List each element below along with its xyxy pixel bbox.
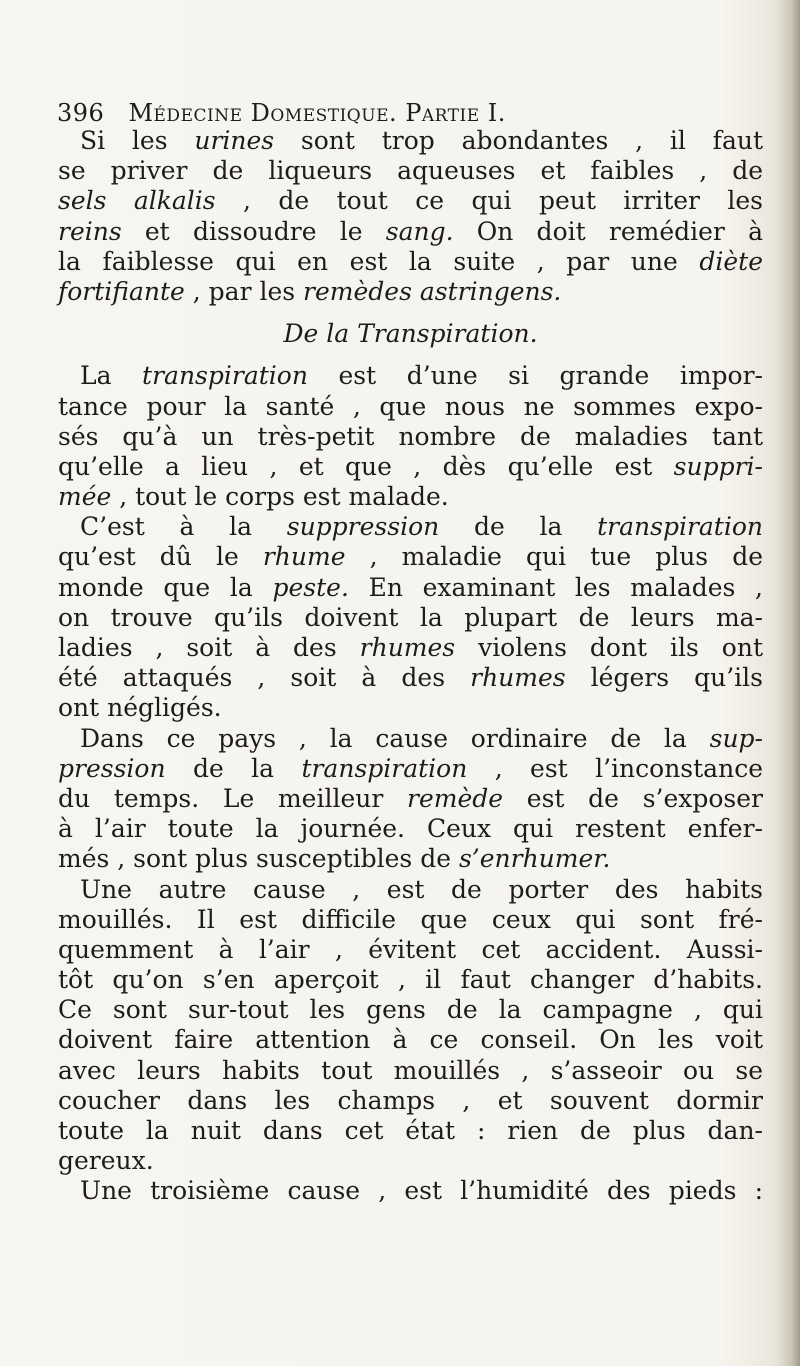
italic-term: sang.	[385, 216, 454, 246]
italic-term: rhume	[262, 542, 346, 572]
section-heading	[58, 319, 763, 349]
text-line	[58, 844, 763, 874]
text-run: qu’est dû le	[58, 542, 263, 572]
italic-term: diète	[699, 246, 763, 276]
text-run: du temps. Le meilleur	[58, 783, 408, 813]
italic-term: suppri-	[673, 451, 763, 481]
text-run: Une troisième cause , est l’humidité des pieds :	[80, 1176, 763, 1206]
text-line	[58, 995, 763, 1025]
text-line	[58, 1116, 763, 1146]
text-run: doivent faire attention à ce conseil. On les voit	[58, 1025, 763, 1055]
text-line	[58, 1146, 763, 1176]
italic-term: sup-	[709, 723, 763, 753]
text-run: été attaqués , soit à des	[58, 663, 471, 693]
italic-term: suppression	[286, 512, 440, 542]
text-run: on trouve qu’ils doivent la plupart de leurs ma-	[58, 602, 763, 632]
italic-term: remède	[407, 783, 504, 813]
text-line	[58, 693, 763, 723]
text-run: de la	[439, 512, 598, 542]
italic-term: rhumes	[470, 663, 566, 693]
text-run: violens dont ils ont	[455, 633, 763, 662]
italic-term: reins	[58, 216, 122, 246]
italic-term: transpiration	[142, 361, 308, 391]
text-run: C’est à la	[80, 512, 287, 542]
text-run: , par les	[184, 276, 304, 306]
italic-term: s’enrhumer.	[458, 844, 611, 874]
text-line	[58, 633, 763, 663]
text-line	[58, 422, 763, 452]
text-run: ont négligés.	[58, 693, 222, 723]
body-text	[58, 126, 763, 1207]
text-line	[58, 247, 763, 277]
text-run: ladies , soit à des	[58, 633, 360, 662]
text-line	[58, 361, 763, 391]
text-line	[58, 186, 763, 216]
text-run: On doit remédier à	[453, 216, 763, 246]
text-line	[58, 784, 763, 814]
text-line	[58, 512, 763, 542]
text-line	[58, 905, 763, 935]
text-line	[58, 156, 763, 186]
text-line	[58, 392, 763, 422]
page-edge-shadow	[778, 0, 800, 1366]
text-line	[58, 277, 763, 307]
text-run: à l’air toute la journée. Ceux qui restent enfer-	[58, 814, 763, 844]
text-line	[58, 1025, 763, 1055]
text-line	[58, 482, 763, 512]
italic-term: fortifiante	[58, 276, 185, 306]
running-header	[57, 99, 757, 127]
text-run: toute la nuit dans cet état : rien de plus dan-	[58, 1116, 763, 1145]
italic-term: rhumes	[359, 633, 456, 662]
text-run: est de s’exposer	[503, 783, 763, 813]
text-run: La	[80, 361, 143, 391]
text-run: , de tout ce qui peut irriter les	[215, 186, 764, 216]
text-run: la faiblesse qui en est la suite , par une	[58, 246, 700, 276]
text-line	[58, 754, 763, 784]
text-line	[58, 126, 763, 156]
text-line	[58, 573, 763, 603]
text-run: mouillés. Il est difficile que ceux qui sont fré-	[58, 904, 763, 934]
italic-term: remèdes astringens.	[303, 276, 562, 306]
text-run: qu’elle a lieu , et que , dès qu’elle est	[58, 451, 674, 481]
text-run: Ce sont sur-tout les gens de la campagne , qui	[58, 995, 763, 1025]
text-line	[58, 1086, 763, 1116]
text-run: quemment à l’air , évitent cet accident. Aussi-	[58, 934, 763, 964]
italic-term: peste.	[272, 572, 349, 602]
italic-term: transpiration	[597, 512, 763, 542]
text-line	[58, 814, 763, 844]
running-title: Médecine Domestique. Partie I.	[128, 99, 506, 127]
text-run: coucher dans les champs , et souvent dormir	[58, 1085, 763, 1115]
text-run: sont trop abondantes , il faut	[274, 126, 763, 155]
text-run: més , sont plus susceptibles de	[58, 844, 459, 874]
text-run: Si les	[80, 126, 195, 155]
text-line	[58, 217, 763, 247]
paragraph-gap	[58, 307, 763, 319]
text-line	[58, 452, 763, 482]
text-run: et dissoudre le	[121, 216, 386, 246]
italic-term: pression	[58, 753, 166, 783]
text-run: tance pour la santé , que nous ne sommes expo-	[58, 391, 763, 421]
text-run: de la	[165, 753, 302, 783]
text-run: gereux.	[58, 1146, 154, 1176]
text-line	[58, 542, 763, 572]
text-line	[58, 603, 763, 633]
text-line	[58, 1176, 763, 1206]
text-run: Dans ce pays , la cause ordinaire de la	[80, 723, 710, 753]
italic-term: urines	[194, 126, 275, 155]
text-run: avec leurs habits tout mouillés , s’asseoir ou se	[58, 1055, 763, 1085]
text-run: est d’une si grande impor-	[307, 361, 763, 391]
text-line	[58, 875, 763, 905]
italic-term: De la Transpiration.	[283, 319, 538, 349]
paragraph-gap	[58, 349, 763, 361]
text-run: légers qu’ils	[565, 663, 763, 693]
text-run: tôt qu’on s’en aperçoit , il faut changer d’habits.	[58, 965, 763, 995]
text-run: monde que la	[58, 572, 273, 602]
text-run: , maladie qui tue plus de	[345, 542, 763, 572]
italic-term: transpiration	[301, 753, 468, 783]
text-run: se priver de liqueurs aqueuses et faibles , de	[58, 156, 763, 186]
text-run: sés qu’à un très-petit nombre de maladies tant	[58, 421, 763, 451]
text-run: En examinant les malades ,	[348, 572, 763, 602]
italic-term: sels alkalis	[58, 186, 216, 216]
page-number: 396	[57, 99, 105, 127]
text-line	[58, 1056, 763, 1086]
text-line	[58, 724, 763, 754]
text-run: Une autre cause , est de porter des habits	[80, 874, 763, 904]
text-line	[58, 935, 763, 965]
text-line	[58, 965, 763, 995]
text-run: , est l’inconstance	[467, 753, 763, 783]
text-run: , tout le corps est malade.	[111, 482, 449, 512]
italic-term: mée	[58, 482, 112, 512]
text-line	[58, 663, 763, 693]
